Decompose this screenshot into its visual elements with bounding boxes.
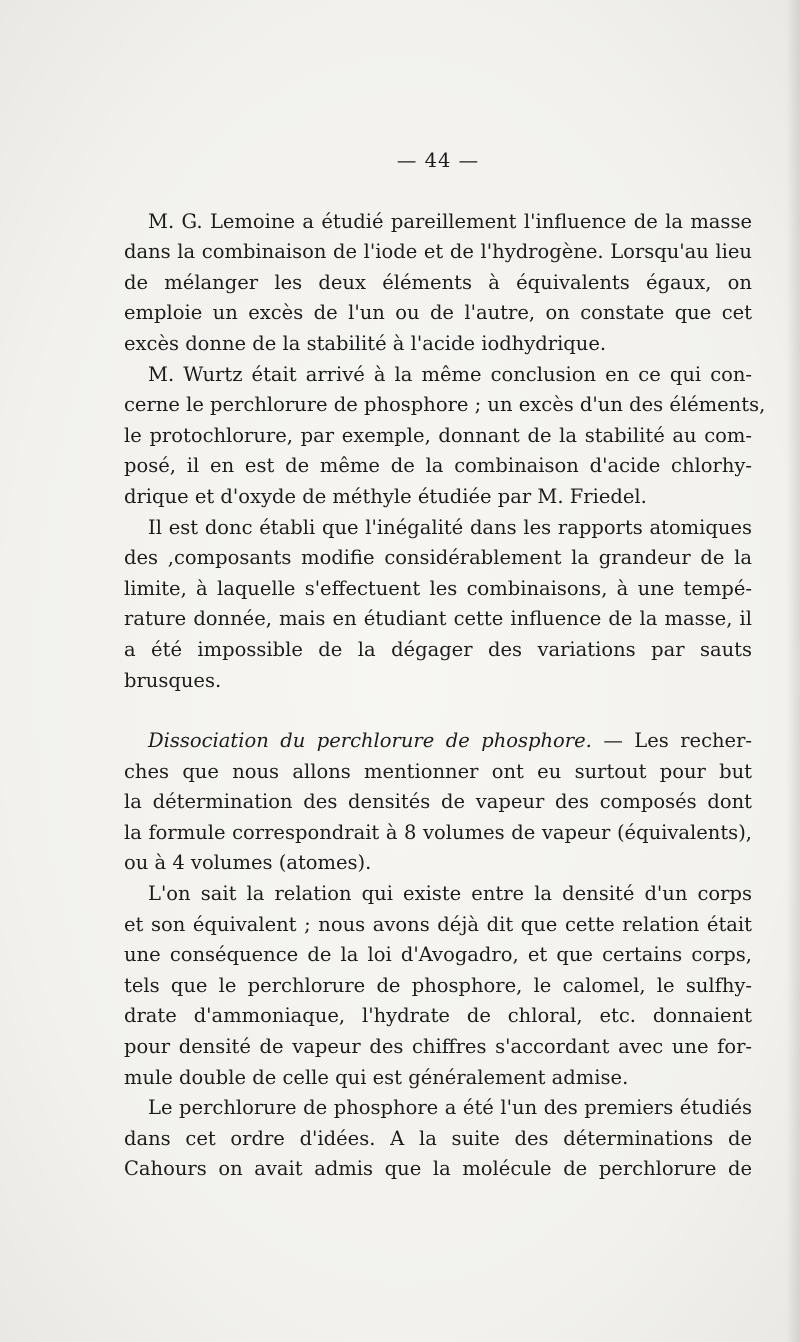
text-line: M. G. Lemoine a étudié pareillement l'influence de la masse [148, 209, 752, 233]
text-line: Cahours on avait admis que la molécule de perchlorure de [124, 1157, 752, 1181]
page-edge-shadow [786, 0, 800, 1342]
text-line: une conséquence de la loi d'Avogadro, et que certains corps, [124, 943, 752, 967]
text-line: tels que le perchlorure de phosphore, le calomel, le sulfhy- [124, 973, 752, 997]
paragraph-perchlorure [124, 1093, 752, 1185]
paragraph-wurtz [124, 360, 766, 513]
text-line: ches que nous allons mentionner ont eu surtout pour but [124, 759, 752, 783]
text-line: ou à 4 volumes (atomes). [124, 851, 372, 875]
text-line: M. Wurtz était arrivé à la même conclusion en ce qui con- [148, 362, 752, 386]
text-line: le protochlorure, par exemple, donnant de la stabilité au com- [124, 423, 752, 447]
text-line: drate d'ammoniaque, l'hydrate de chloral, etc. donnaient [124, 1004, 752, 1028]
section-spacer [124, 696, 752, 726]
text-line: dans cet ordre d'idées. A la suite des déterminations de [124, 1126, 752, 1150]
text-line: excès donne de la stabilité à l'acide iodhydrique. [124, 331, 607, 355]
text-line: limite, à laquelle s'effectuent les combinaisons, à une tempé- [124, 576, 752, 600]
section-heading: Dissociation du perchlorure de phosphore. [148, 729, 592, 753]
section-heading-line [124, 726, 752, 757]
paragraph-dissociation [124, 726, 752, 879]
text-line: emploie un excès de l'un ou de l'autre, on constate que cet [124, 301, 752, 325]
text-body [124, 146, 766, 1185]
text-line: des ,composants modifie considérablement la grandeur de la [124, 546, 752, 570]
text-line: et son équivalent ; nous avons déjà dit que cette relation était [124, 912, 752, 936]
text-line: drique et d'oxyde de méthyle étudiée par M. Friedel. [124, 484, 647, 508]
text-line: la formule correspondrait à 8 volumes de vapeur (équivalents), [124, 820, 752, 844]
text-line: brusques. [124, 668, 222, 692]
paragraph-lemoine [124, 207, 752, 360]
paragraph-inegalite [124, 513, 752, 697]
text-line: mule double de celle qui est généralement admise. [124, 1065, 629, 1089]
text-line: de mélanger les deux éléments à équivalents égaux, on [124, 270, 752, 294]
paragraph-densite [124, 879, 752, 1093]
text-line: la détermination des densités de vapeur des composés dont [124, 790, 752, 814]
page-number: — 44 — [396, 149, 480, 172]
text-line: dans la combinaison de l'iode et de l'hydrogène. Lorsqu'au lieu [124, 240, 752, 264]
section-heading-tail: — Les recher- [603, 729, 753, 753]
text-line: cerne le perchlorure de phosphore ; un excès d'un des éléments, [124, 393, 766, 417]
text-line: Il est donc établi que l'inégalité dans les rapports atomiques [148, 515, 752, 539]
text-line: a été impossible de la dégager des variations par sauts [124, 637, 752, 661]
text-line: pour densité de vapeur des chiffres s'accordant avec une for- [124, 1035, 752, 1059]
text-line: Le perchlorure de phosphore a été l'un des premiers étudiés [148, 1096, 752, 1120]
text-line: rature donnée, mais en étudiant cette influence de la masse, il [124, 607, 752, 631]
text-line: posé, il en est de même de la combinaison d'acide chlorhy- [124, 454, 752, 478]
text-line: L'on sait la relation qui existe entre la densité d'un corps [148, 882, 752, 906]
